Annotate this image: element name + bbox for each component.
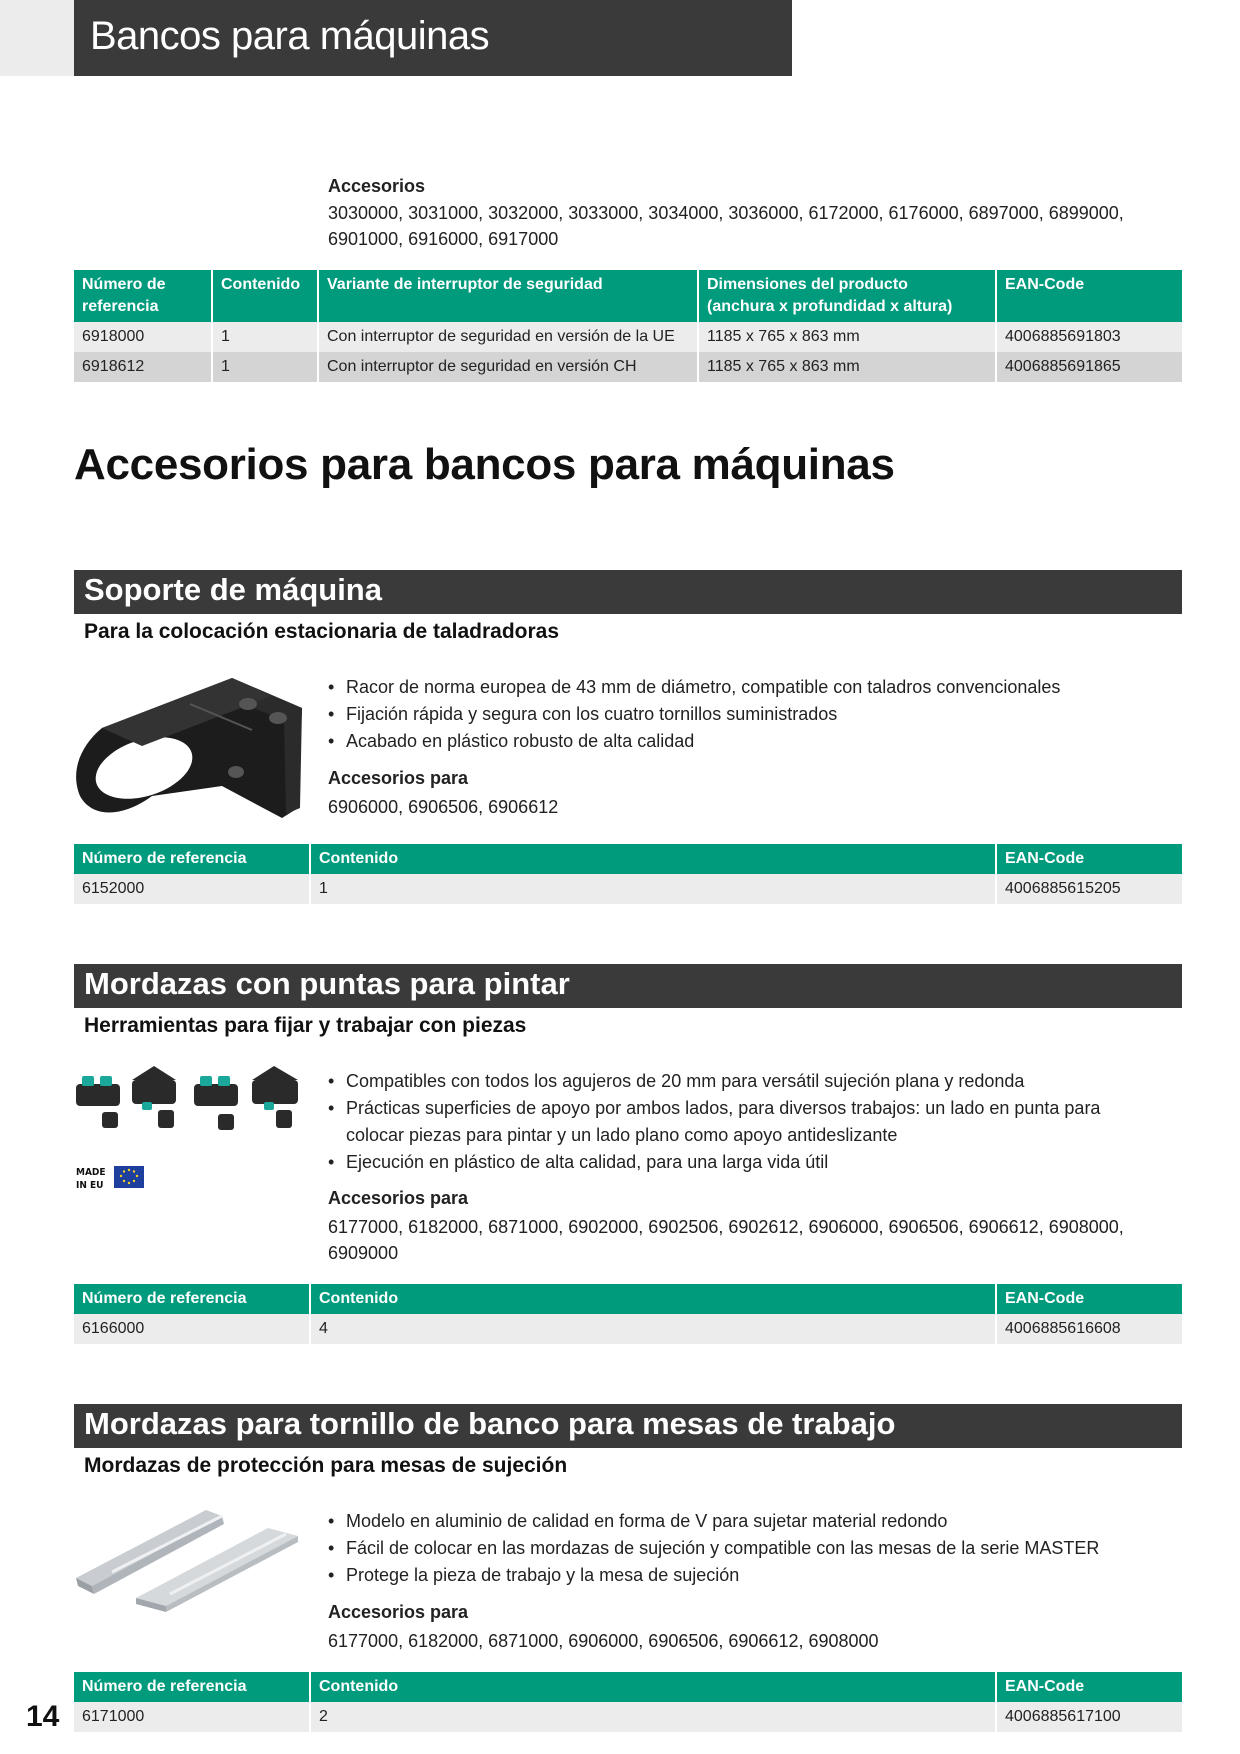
product-accessories-line: 6909000 — [328, 1243, 399, 1263]
product-spec-table — [74, 1672, 1182, 1732]
machine-holder-image — [72, 668, 308, 830]
svg-text:IN EU: IN EU — [76, 1180, 104, 1190]
table-header-row — [74, 1672, 1182, 1702]
product-features-list — [328, 1508, 1148, 1589]
cell-dimensions: 1185 x 765 x 863 mm — [698, 322, 996, 352]
feature-item: • Prácticas superficies de apoyo por ambos lados, para diversos trabajos: un lado en punta para colocar piezas para pintar y un lado plano como apoyo antideslizante — [328, 1095, 1148, 1149]
col-header-content: Contenido — [212, 270, 318, 322]
cell-dimensions: 1185 x 765 x 863 mm — [698, 352, 996, 382]
cell-switch-variant: Con interruptor de seguridad en versión de la UE — [318, 322, 698, 352]
feature-item: • Protege la pieza de trabajo y la mesa de sujeción — [328, 1562, 1148, 1589]
cell-content: 2 — [310, 1702, 996, 1732]
svg-text:MADE: MADE — [76, 1167, 106, 1178]
cell-content: 4 — [310, 1314, 996, 1344]
section-heading: Accesorios para bancos para máquinas — [74, 440, 895, 489]
feature-item: • Fácil de colocar en las mordazas de sujeción y compatible con las mesas de la serie MASTER — [328, 1535, 1148, 1562]
feature-item: • Ejecución en plástico de alta calidad, para una larga vida útil — [328, 1149, 1148, 1176]
product-subtitle: Herramientas para fijar y trabajar con piezas — [84, 1014, 527, 1037]
cell-ean: 4006885617100 — [996, 1702, 1182, 1732]
product-features-list — [328, 1068, 1148, 1176]
table-row — [74, 1702, 1182, 1732]
col-header-ean: EAN-Code — [996, 844, 1182, 874]
col-header-dimensions: Dimensiones del producto (anchura x profundidad x altura) — [698, 270, 996, 322]
cell-reference: 6171000 — [74, 1702, 310, 1732]
col-header-reference: Número de referencia — [74, 270, 212, 322]
page-number: 14 — [26, 1700, 60, 1733]
col-header-reference: Número de referencia — [74, 844, 310, 874]
cell-reference: 6918000 — [74, 322, 212, 352]
table-header-row — [74, 1284, 1182, 1314]
bench-spec-table — [74, 270, 1182, 382]
product-accessories-label: Accesorios para — [328, 1188, 469, 1208]
col-header-reference: Número de referencia — [74, 1284, 310, 1314]
product-spec-table — [74, 1284, 1182, 1344]
cell-ean: 4006885615205 — [996, 874, 1182, 904]
cell-reference: 6918612 — [74, 352, 212, 382]
col-header-switch-variant: Variante de interruptor de seguridad — [318, 270, 698, 322]
feature-item: • Fijación rápida y segura con los cuatro tornillos suministrados — [328, 701, 1148, 728]
col-header-ean: EAN-Code — [996, 1672, 1182, 1702]
cell-switch-variant: Con interruptor de seguridad en versión CH — [318, 352, 698, 382]
product-title: Mordazas para tornillo de banco para mesas de trabajo — [84, 1406, 896, 1441]
col-header-content: Contenido — [310, 1284, 996, 1314]
table-header-row — [74, 844, 1182, 874]
product-features-list — [328, 674, 1148, 755]
col-header-reference: Número de referencia — [74, 1672, 310, 1702]
product-spec-table — [74, 844, 1182, 904]
feature-item: • Racor de norma europea de 43 mm de diámetro, compatible con taladros convencionales — [328, 674, 1148, 701]
col-header-ean: EAN-Code — [996, 1284, 1182, 1314]
cell-reference: 6166000 — [74, 1314, 310, 1344]
product-title: Mordazas con puntas para pintar — [84, 966, 570, 1001]
made-in-eu-badge — [74, 1164, 146, 1190]
product-accessories-line: 6906000, 6906506, 6906612 — [328, 797, 559, 817]
cell-ean: 4006885691803 — [996, 322, 1182, 352]
col-header-content: Contenido — [310, 844, 996, 874]
col-header-content: Contenido — [310, 1672, 996, 1702]
table-row — [74, 322, 1182, 352]
product-subtitle: Mordazas de protección para mesas de sujeción — [84, 1454, 568, 1477]
feature-item: • Compatibles con todos los agujeros de 20 mm para versátil sujeción plana y redonda — [328, 1068, 1148, 1095]
col-header-ean: EAN-Code — [996, 270, 1182, 322]
cell-content: 1 — [310, 874, 996, 904]
page-corner-tab — [0, 0, 74, 76]
product-accessories-label: Accesorios para — [328, 1602, 469, 1622]
cell-ean: 4006885691865 — [996, 352, 1182, 382]
product-accessories-label: Accesorios para — [328, 768, 469, 788]
feature-item: • Modelo en aluminio de calidad en forma de V para sujetar material redondo — [328, 1508, 1148, 1535]
feature-item: • Acabado en plástico robusto de alta calidad — [328, 728, 1148, 755]
top-accessories-label: Accesorios — [328, 176, 426, 196]
top-accessories-line-1: 3030000, 3031000, 3032000, 3033000, 3034000, 3036000, 6172000, 6176000, 6897000, 6899000, — [328, 203, 1124, 223]
table-header-row — [74, 270, 1182, 322]
vise-jaws-image — [72, 1502, 308, 1612]
cell-content: 1 — [212, 352, 318, 382]
cell-content: 1 — [212, 322, 318, 352]
product-subtitle: Para la colocación estacionaria de taladradoras — [84, 620, 560, 643]
cell-ean: 4006885616608 — [996, 1314, 1182, 1344]
table-row — [74, 874, 1182, 904]
product-title: Soporte de máquina — [84, 572, 382, 607]
product-accessories-line: 6177000, 6182000, 6871000, 6906000, 6906506, 6906612, 6908000 — [328, 1631, 879, 1651]
table-row — [74, 352, 1182, 382]
top-accessories-line-2: 6901000, 6916000, 6917000 — [328, 229, 559, 249]
cell-reference: 6152000 — [74, 874, 310, 904]
page-title: Bancos para máquinas — [90, 14, 490, 58]
table-row — [74, 1314, 1182, 1344]
product-accessories-line: 6177000, 6182000, 6871000, 6902000, 6902506, 6902612, 6906000, 6906506, 6906612, 6908000, — [328, 1217, 1124, 1237]
painting-clamps-image — [72, 1062, 308, 1146]
